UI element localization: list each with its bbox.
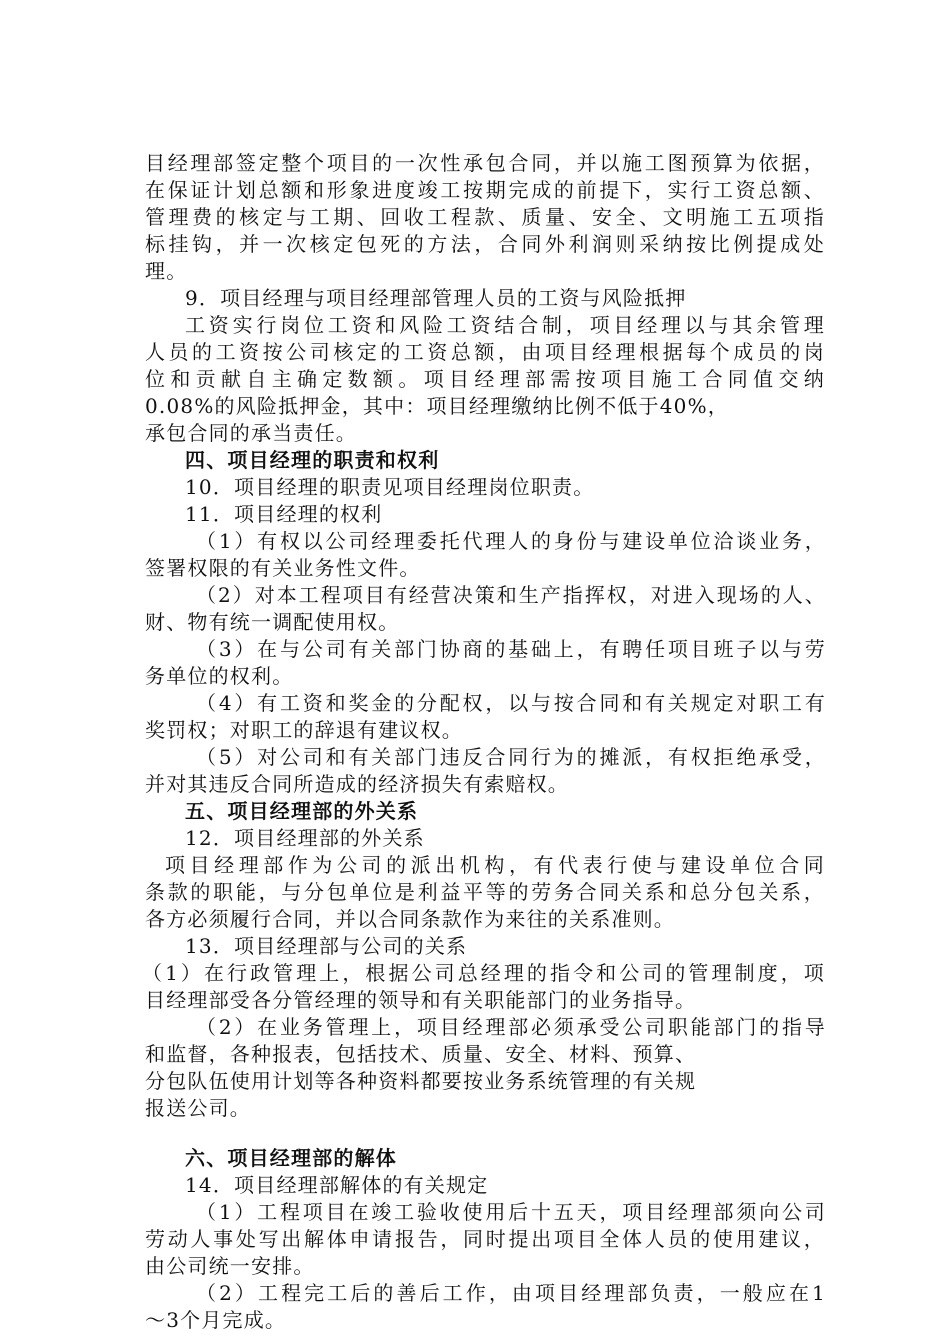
- text-line: （2）在业务管理上，项目经理部必须承受公司职能部门的指导: [196, 1015, 826, 1039]
- text-line: 签署权限的有关业务性文件。: [145, 556, 421, 580]
- text-line: 劳动人事处写出解体申请报告，同时提出项目全体人员的使用建议，: [145, 1227, 825, 1251]
- text-line: 由公司统一安排。: [145, 1254, 315, 1278]
- text-line: （2）对本工程项目有经营决策和生产指挥权，对进入现场的人、: [196, 583, 826, 607]
- text-line: 和监督，各种报表，包括技术、质量、安全、材料、预算、: [145, 1042, 697, 1066]
- section-item-title: 10．项目经理的职责见项目经理岗位职责。: [185, 475, 595, 499]
- text-line: （3）在与公司有关部门协商的基础上，有聘任项目班子以与劳: [196, 637, 826, 661]
- text-line: （4）有工资和奖金的分配权，以与按合同和有关规定对职工有: [196, 691, 826, 715]
- text-line: 奖罚权；对职工的辞退有建议权。: [145, 718, 463, 742]
- text-line: 理。: [145, 259, 188, 283]
- text-line: 人员的工资按公司核定的工资总额，由项目经理根据每个成员的岗: [145, 340, 825, 364]
- text-line: （2）工程完工后的善后工作，由项目经理部负责，一般应在1: [196, 1281, 826, 1305]
- section-item-title: 13．项目经理部与公司的关系: [185, 934, 468, 958]
- section-heading: 五、项目经理部的外关系: [185, 799, 419, 823]
- text-line: 目经理部受各分管经理的领导和有关职能部门的业务指导。: [145, 988, 697, 1012]
- text-line: ～3个月完成。: [145, 1308, 287, 1332]
- section-heading: 六、项目经理部的解体: [185, 1146, 397, 1170]
- text-line: （1）工程项目在竣工验收使用后十五天，项目经理部须向公司: [196, 1200, 826, 1224]
- text-line: 工资实行岗位工资和风险工资结合制，项目经理以与其余管理: [185, 313, 825, 337]
- text-line: 0.08%的风险抵押金，其中：项目经理缴纳比例不低于40%，: [145, 394, 729, 418]
- text-line: 财、物有统一调配使用权。: [145, 610, 400, 634]
- text-line: 承包合同的承当责任。: [145, 421, 357, 445]
- text-line: 各方必须履行合同，并以合同条款作为来往的关系准则。: [145, 907, 675, 931]
- text-line: （1）在行政管理上，根据公司总经理的指令和公司的管理制度，项: [142, 961, 825, 985]
- text-line: （1）有权以公司经理委托代理人的身份与建设单位洽谈业务，: [196, 529, 826, 553]
- text-line: 条款的职能，与分包单位是利益平等的劳务合同关系和总分包关系，: [145, 880, 825, 904]
- section-item-title: 12．项目经理部的外关系: [185, 826, 425, 850]
- text-line: 报送公司。: [145, 1096, 251, 1120]
- section-item-title: 14．项目经理部解体的有关规定: [185, 1173, 489, 1197]
- section-item-title: 11．项目经理的权利: [185, 502, 383, 526]
- text-line: 务单位的权利。: [145, 664, 294, 688]
- text-line: 项目经理部作为公司的派出机构，有代表行使与建设单位合同: [165, 853, 825, 877]
- text-line: 位和贡献自主确定数额。项目经理部需按项目施工合同值交纳: [145, 367, 825, 391]
- text-line: 并对其违反合同所造成的经济损失有索赔权。: [145, 772, 569, 796]
- text-line: 管理费的核定与工期、回收工程款、质量、安全、文明施工五项指: [145, 205, 825, 229]
- text-line: 分包队伍使用计划等各种资料都要按业务系统管理的有关规: [145, 1069, 697, 1093]
- text-line: 目经理部签定整个项目的一次性承包合同，并以施工图预算为依据，: [145, 151, 825, 175]
- text-line: （5）对公司和有关部门违反合同行为的摊派，有权拒绝承受，: [196, 745, 826, 769]
- section-heading: 四、项目经理的职责和权利: [185, 448, 440, 472]
- text-line: 在保证计划总额和形象进度竣工按期完成的前提下，实行工资总额、: [145, 178, 825, 202]
- section-item-title: 9．项目经理与项目经理部管理人员的工资与风险抵押: [185, 286, 687, 310]
- text-line: 标挂钩，并一次核定包死的方法，合同外利润则采纳按比例提成处: [145, 232, 825, 256]
